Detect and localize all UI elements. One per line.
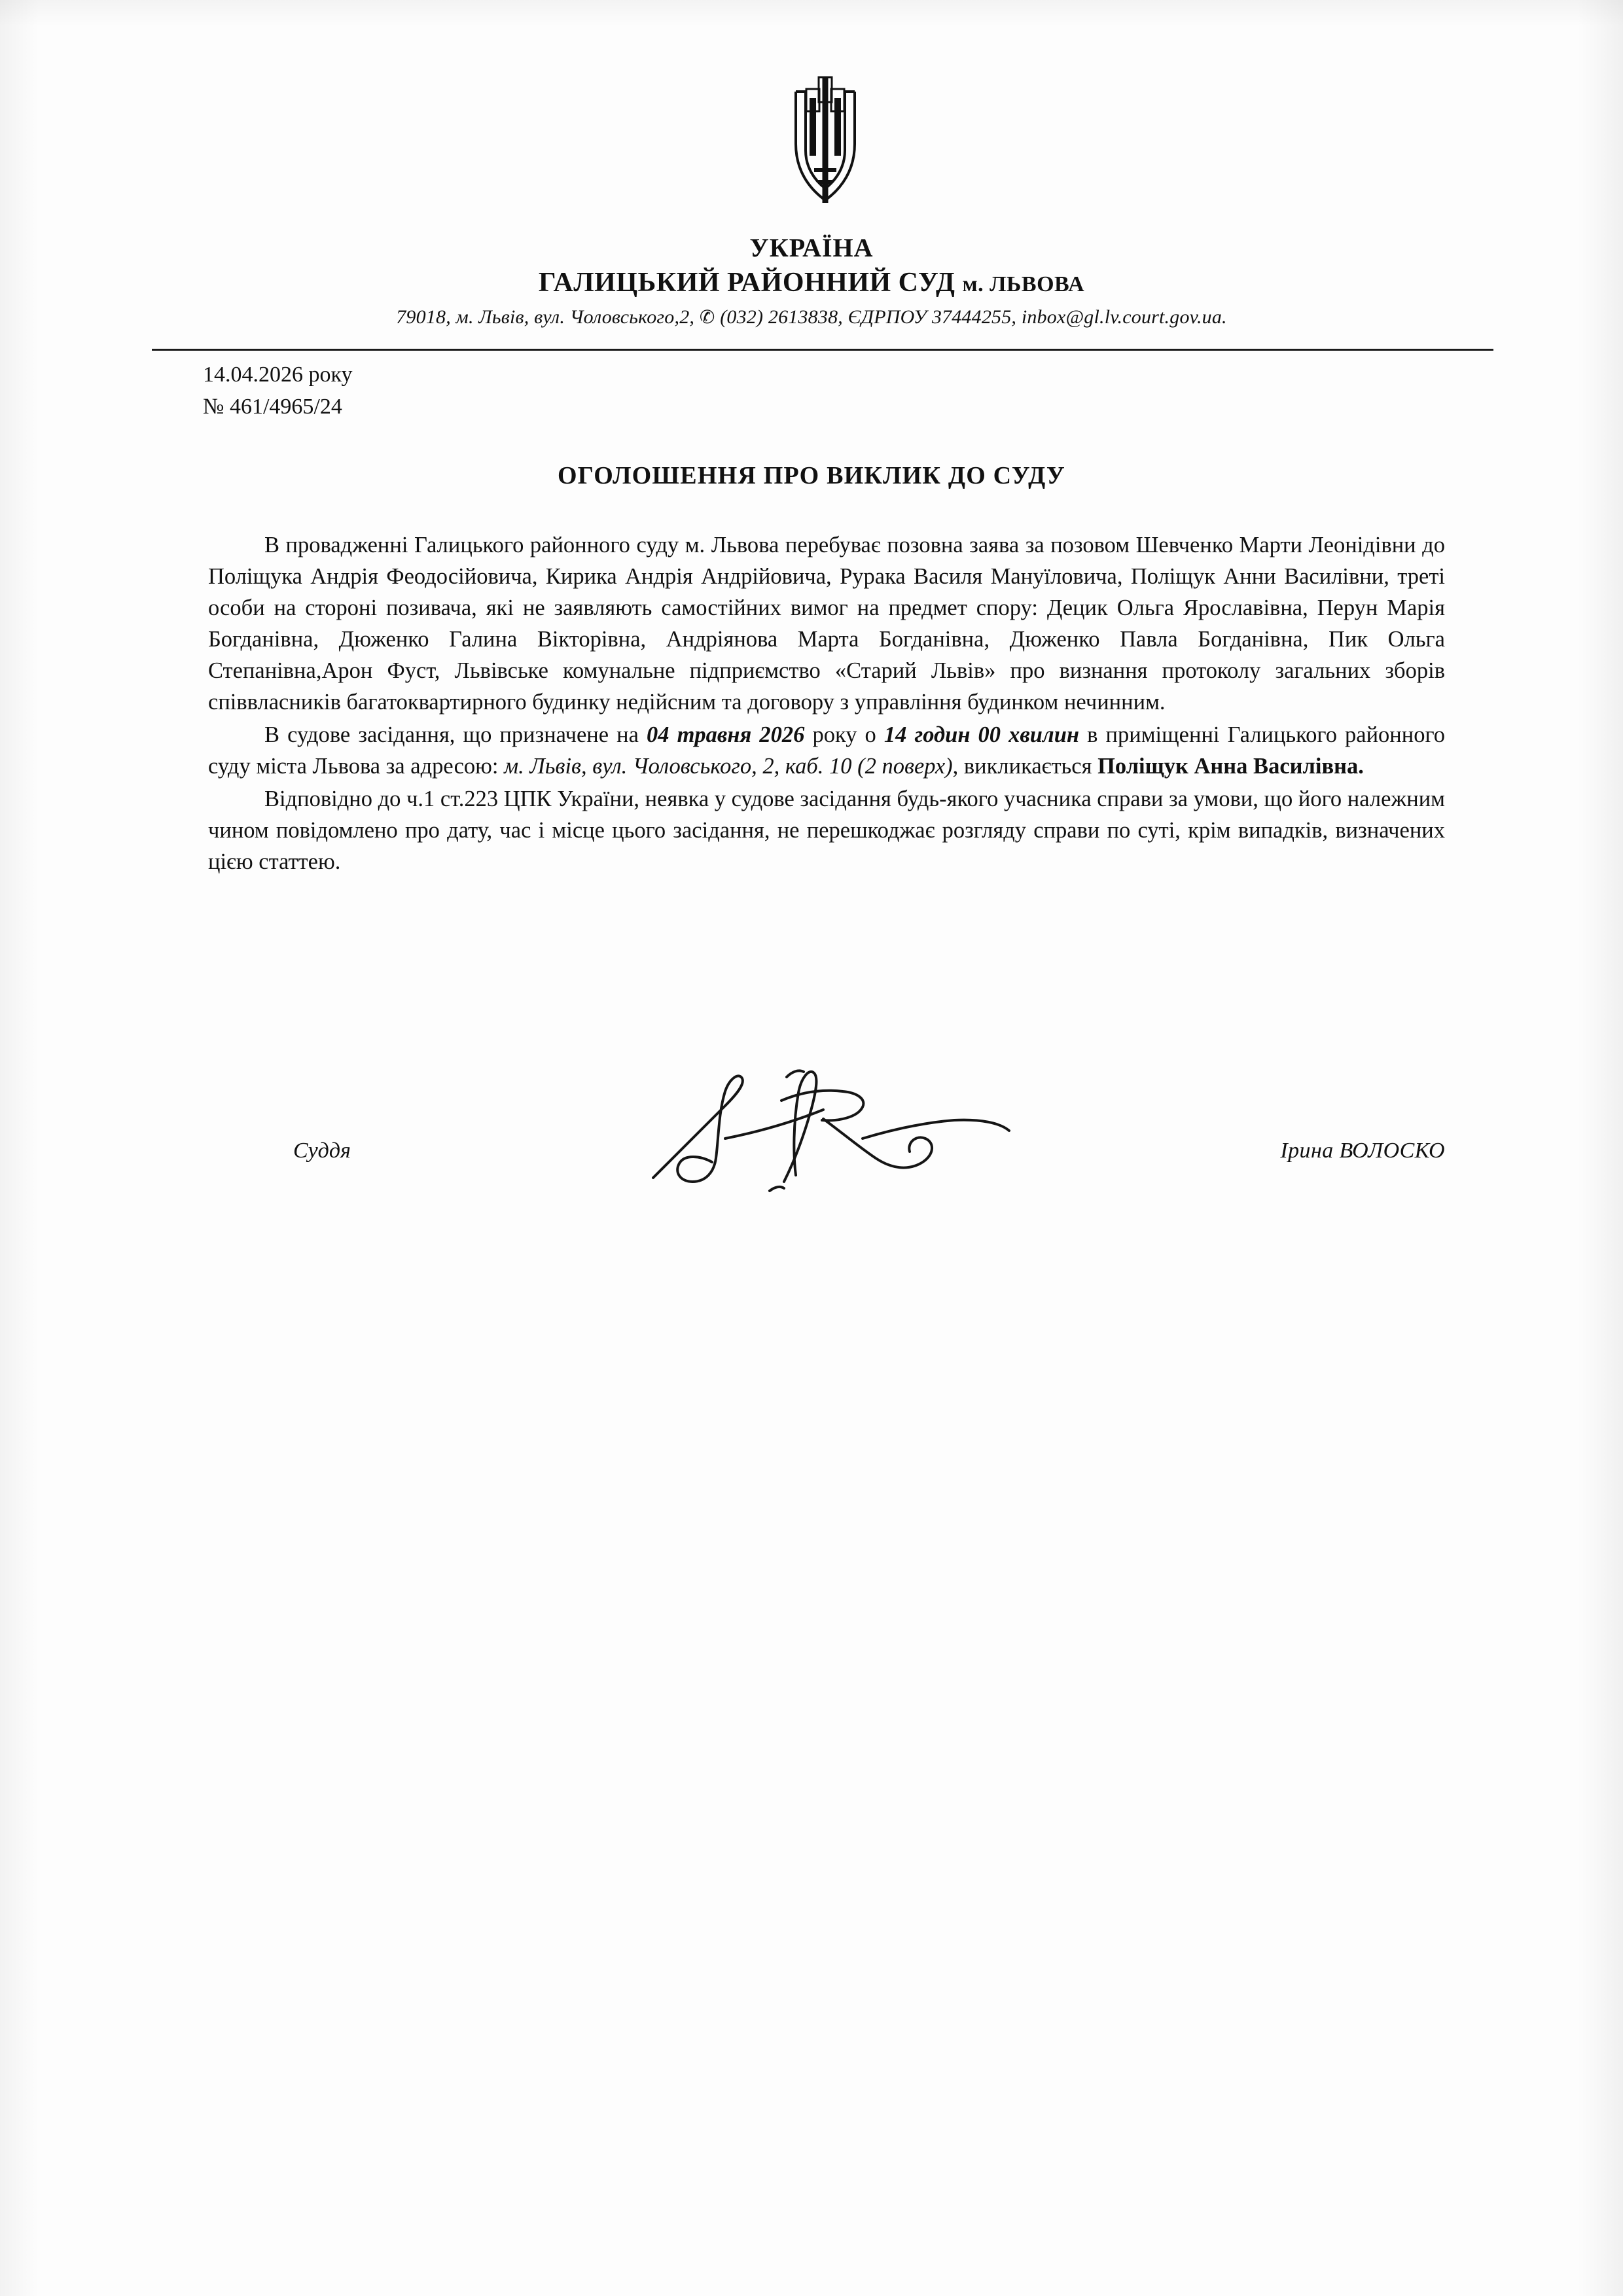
handwritten-signature-icon — [627, 1060, 1020, 1204]
hearing-lead: В судове засідання, що призначене на — [264, 722, 639, 747]
court-contacts — [0, 306, 1623, 328]
document-date: 14.04.2026 року — [203, 362, 353, 387]
paragraph-case-parties — [208, 530, 1445, 718]
hearing-address: м. Львів, вул. Чоловського, 2, каб. 10 (2 поверх) — [504, 753, 953, 779]
paragraph-legal-note — [208, 784, 1445, 878]
signature-label: Суддя — [293, 1139, 351, 1163]
hearing-time: 14 годин 00 хвилин — [883, 722, 1080, 747]
hearing-mid-2: в приміщенні Галицького районного суду міста Львова за адресою: — [208, 722, 1446, 779]
document-meta — [203, 359, 353, 423]
court-name — [0, 267, 1623, 298]
paragraph-hearing — [208, 720, 1445, 783]
summoned-person: Поліщук Анна Василівна. — [1097, 753, 1364, 779]
document-number: № 461/4965/24 — [203, 395, 342, 419]
telephone-icon: ✆ — [699, 308, 715, 328]
court-address: 79018, м. Львів, вул. Чоловського,2, — [396, 306, 695, 328]
page-title: ОГОЛОШЕННЯ ПРО ВИКЛИК ДО СУДУ — [558, 462, 1065, 489]
country-name: УКРАЇНА — [749, 233, 874, 262]
ukraine-trident-emblem-icon — [783, 72, 868, 209]
court-name-city: м. ЛЬВОВА — [962, 272, 1085, 296]
paragraph-3-text: Відповідно до ч.1 ст.223 ЦПК України, неявка у судове засідання будь-якого учасника справи за умови, що його належним чином повідомлено про дату, час і місце цього засідання, не перешкоджає розгляду справи по суті, крім випадків, визначених цією статтею. — [208, 786, 1445, 874]
signature-block — [208, 1086, 1445, 1217]
document-header — [0, 232, 1623, 328]
scan-edge-right — [1577, 0, 1623, 2296]
hearing-mid-1: року о — [812, 722, 876, 747]
header-divider — [152, 349, 1493, 351]
hearing-mid-3: , викликається — [952, 753, 1092, 779]
judge-name: Ірина ВОЛОСКО — [1280, 1139, 1445, 1163]
scan-edge-top — [0, 0, 1623, 26]
scan-edge-left — [0, 0, 39, 2296]
paragraph-1-text: В провадженні Галицького районного суду м. Львова перебуває позовна заява за позовом Шевченко Марти Леонідівни до Поліщука Андрія Феодосійовича, Кирика Андрія Андрійовича, Рурака Василя Мануїловича, Поліщук Анни Василівни, треті особи на стороні позивача, які не заявляють самостійних вимог на предмет спору: Децик Ольга Ярославівна, Перун Марія Богданівна, Дюженко Галина Вікторівна, Андріянова Марта Богданівна, Дюженко Павла Богданівна, Пик Ольга Степанівна,Арон Фуст, Львівське комунальне підприємство «Старий Львів» про визнання протоколу загальних зборів співвласників багатоквартирного будинку недійсним та договору з управління будинком нечинним. — [208, 533, 1445, 715]
court-name-main: ГАЛИЦЬКИЙ РАЙОННИЙ СУД — [538, 268, 955, 298]
document-body — [208, 530, 1445, 877]
hearing-date: 04 травня 2026 — [647, 722, 805, 747]
court-contacts-tail: (032) 2613838, ЄДРПОУ 37444255, inbox@gl.lv.court.gov.ua. — [720, 306, 1227, 328]
